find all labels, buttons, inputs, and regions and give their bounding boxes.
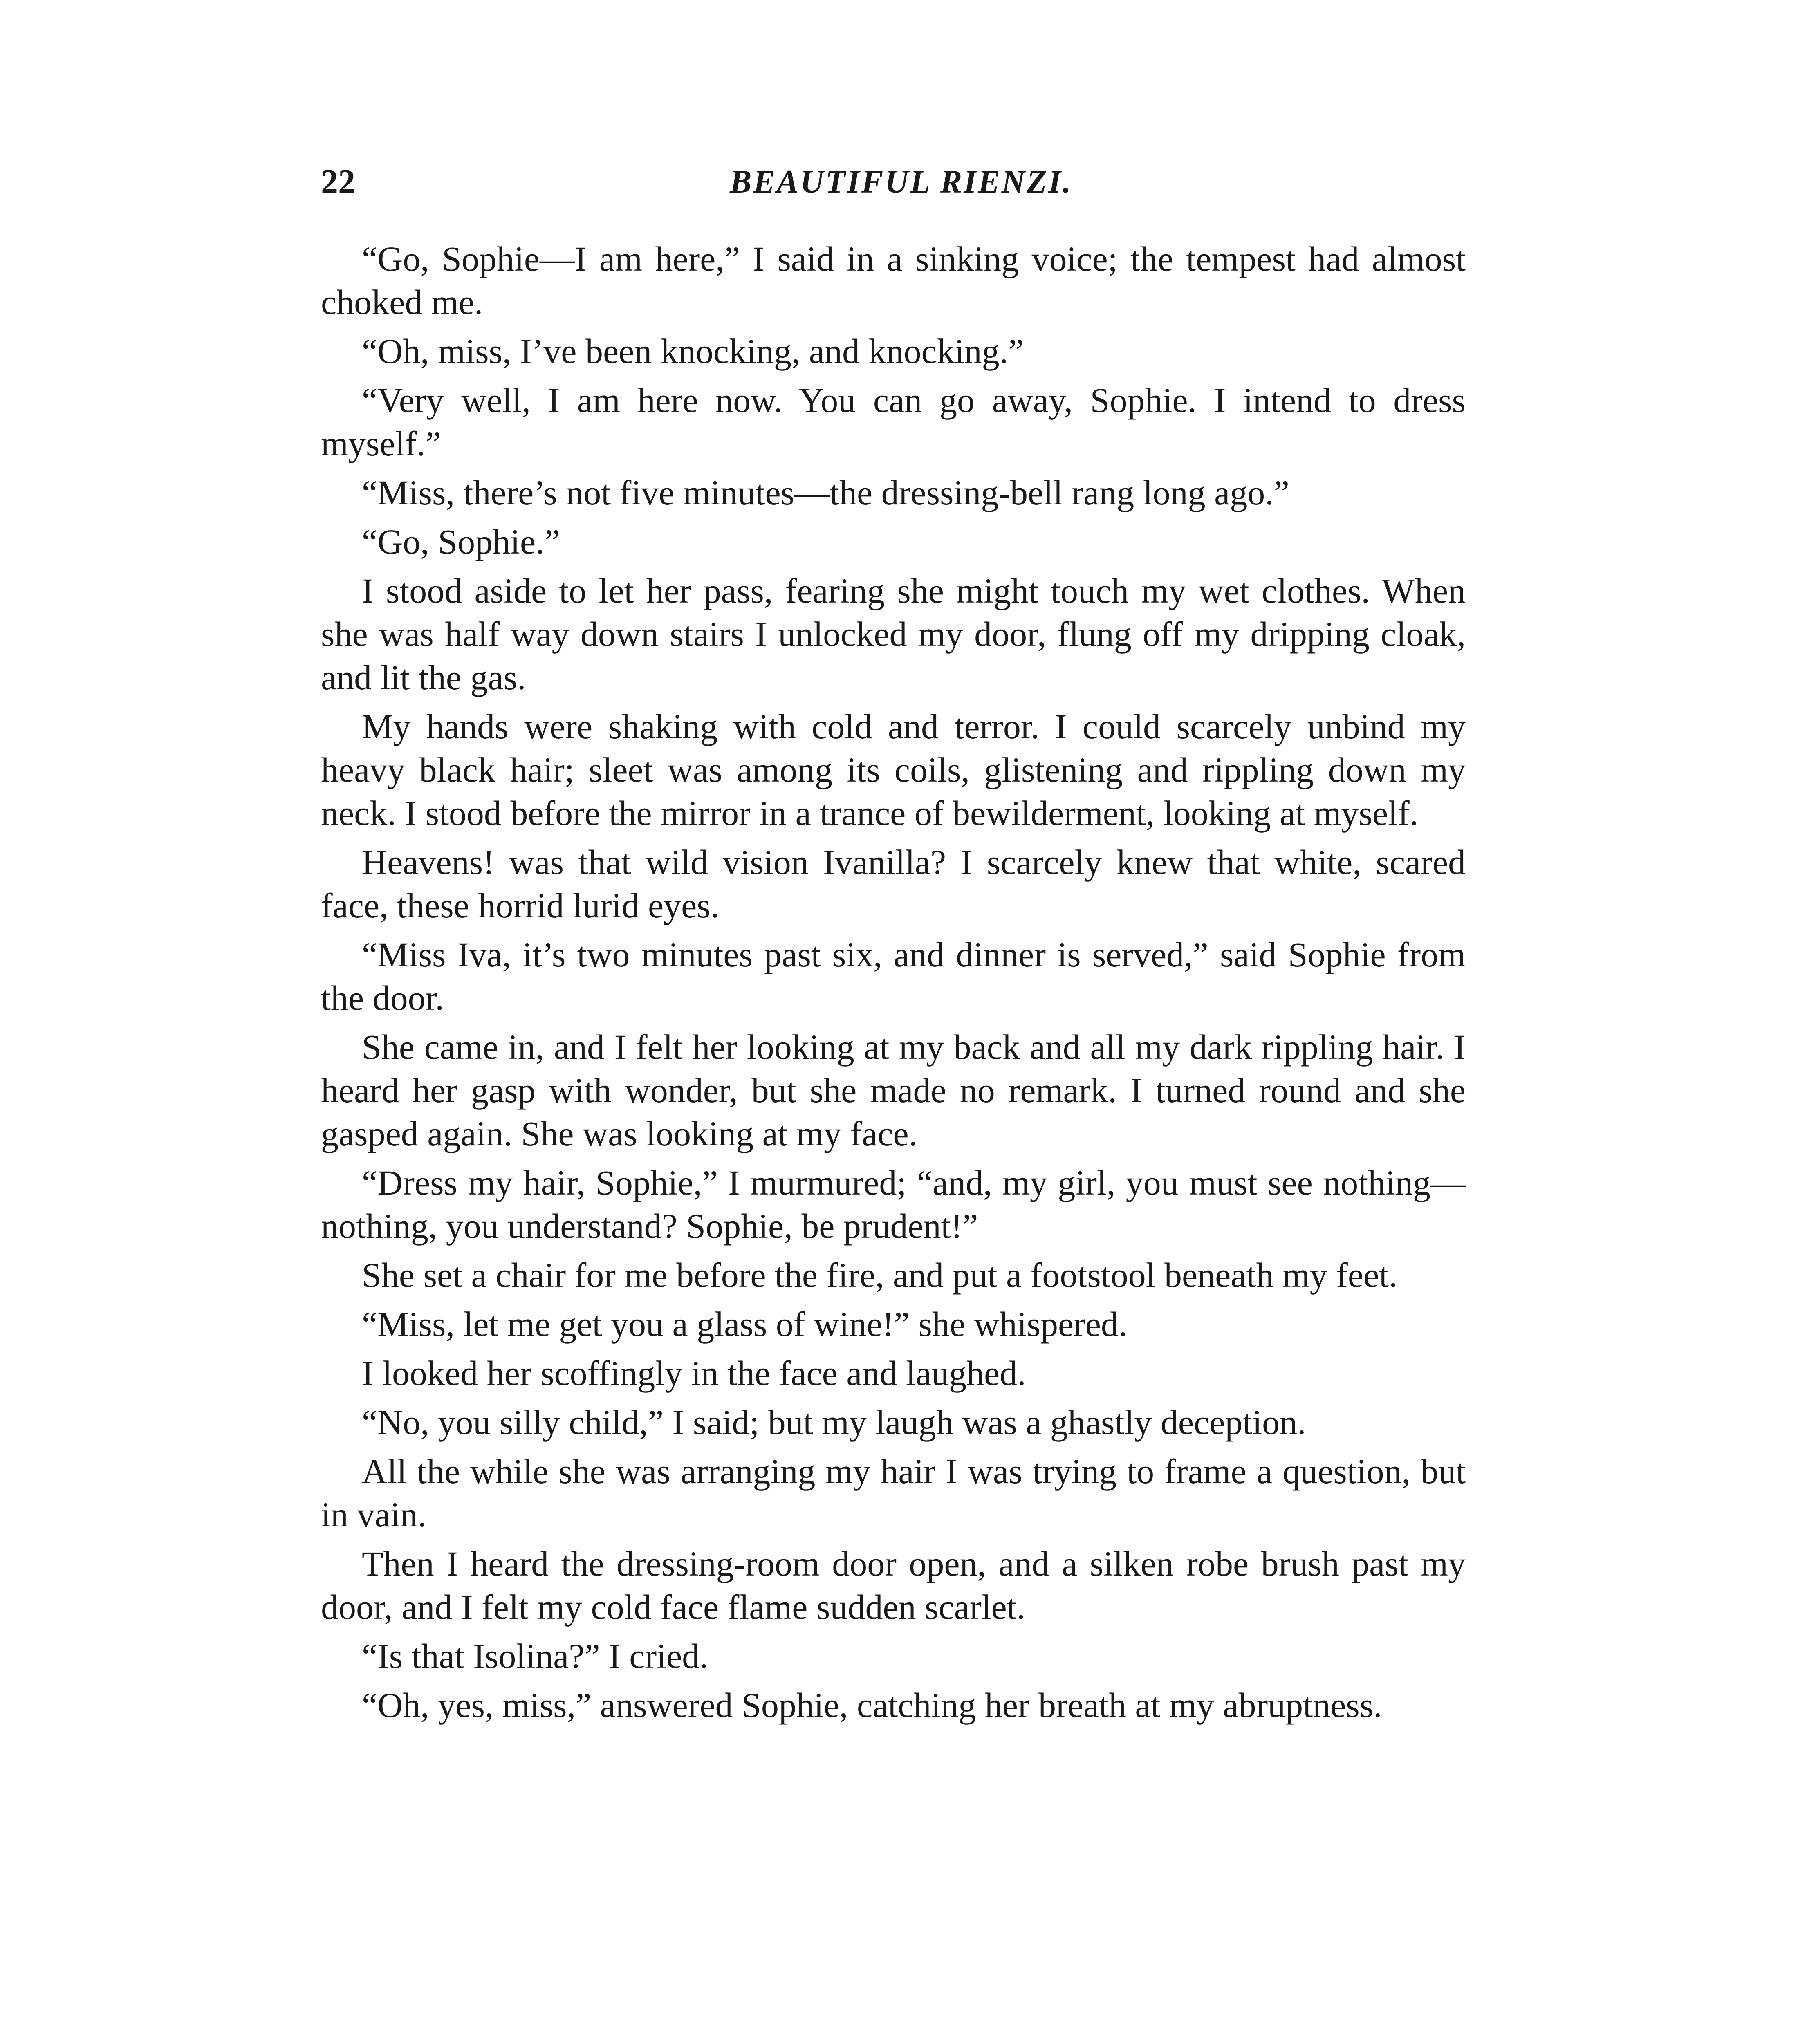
paragraph: I stood aside to let her pass, fearing she might touch my wet clothes. When she was half way down stairs I unlocked my door, flung off my dripping cloak, and lit the gas. [321, 571, 1466, 697]
page-number: 22 [321, 163, 355, 201]
paragraph: “Go, Sophie—I am here,” I said in a sinking voice; the tempest had almost choked me. [321, 239, 1466, 322]
paragraph: Heavens! was that wild vision Ivanilla? I scarcely knew that white, scared face, these horrid lurid eyes. [321, 843, 1466, 925]
paragraph: “Miss, there’s not five minutes—the dressing-bell rang long ago.” [362, 473, 1289, 512]
paragraph: “Oh, yes, miss,” answered Sophie, catching her breath at my abruptness. [362, 1685, 1382, 1725]
paragraph: “Very well, I am here now. You can go away, Sophie. I intend to dress myself.” [321, 381, 1466, 463]
paragraph: “Is that Isolina?” I cried. [362, 1636, 708, 1676]
paragraph: “Dress my hair, Sophie,” I murmured; “and, my girl, you must see nothing—nothing, you understand? Sophie, be prudent!” [321, 1163, 1466, 1246]
paragraph: All the while she was arranging my hair I was trying to frame a question, but in vain. [321, 1452, 1466, 1534]
running-title: BEAUTIFUL RIENZI. [730, 164, 1073, 200]
paragraph: My hands were shaking with cold and terror. I could scarcely unbind my heavy black hair; sleet was among its coils, glistening and rippling down my neck. I stood before the mirror in a trance of bewilderment, looking at myself. [321, 707, 1466, 833]
paragraph: “Go, Sophie.” [362, 522, 560, 561]
paragraph: She came in, and I felt her looking at my back and all my dark rippling hair. I heard her gasp with wonder, but she made no remark. I turned round and she gasped again. She was looking at my face. [321, 1027, 1466, 1153]
paragraph: “Miss, let me get you a glass of wine!” she whispered. [362, 1304, 1128, 1344]
paragraph: “No, you silly child,” I said; but my laugh was a ghastly deception. [362, 1403, 1306, 1442]
paragraph: I looked her scoffingly in the face and laughed. [362, 1354, 1026, 1393]
paragraph: She set a chair for me before the fire, and put a footstool beneath my feet. [362, 1255, 1398, 1295]
paragraph: “Oh, miss, I’ve been knocking, and knocking.” [362, 332, 1024, 371]
running-head [321, 159, 1466, 208]
paragraph: Then I heard the dressing-room door open, and a silken robe brush past my door, and I felt my cold face flame sudden scarlet. [321, 1544, 1466, 1627]
paragraph: “Miss Iva, it’s two minutes past six, and dinner is served,” said Sophie from the door. [321, 935, 1466, 1018]
body-text [321, 237, 1466, 1732]
